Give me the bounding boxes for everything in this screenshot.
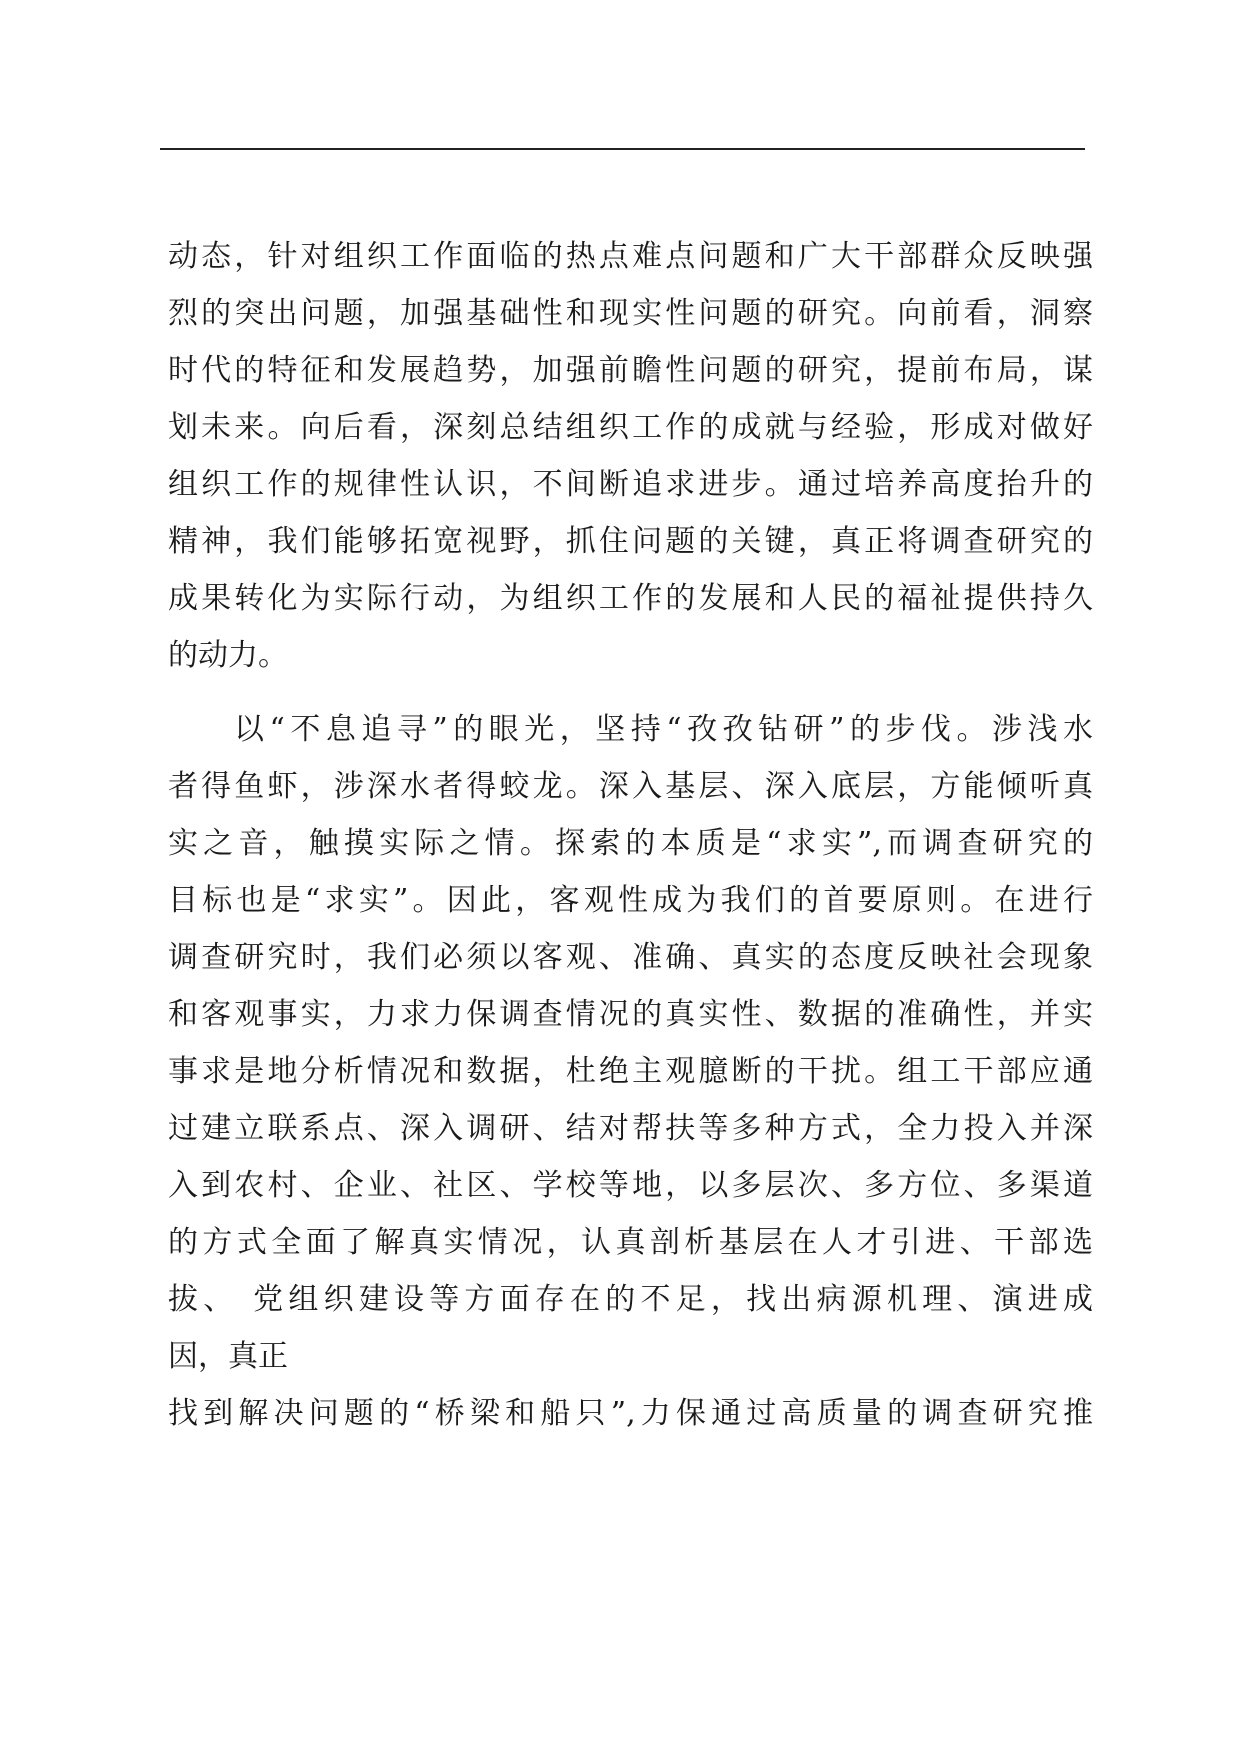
text-line: 组织工作的规律性认识，不间断追求进步。通过培养高度抬升的 <box>168 467 1093 502</box>
text-line: 时代的特征和发展趋势，加强前瞻性问题的研究，提前布局，谋 <box>168 353 1093 388</box>
text-line: 因，真正 <box>168 1339 288 1374</box>
text-line: 拔、 党组织建设等方面存在的不足，找出病源机理、演进成 <box>168 1282 1093 1317</box>
text-line: 成果转化为实际行动，为组织工作的发展和人民的福祉提供持久 <box>168 581 1093 616</box>
text-line: 的动力。 <box>168 638 288 673</box>
text-line: 找到解决问题的“桥梁和船只”,力保通过高质量的调查研究推 <box>168 1396 1093 1431</box>
text-line: 和客观事实，力求力保调查情况的真实性、数据的准确性，并实 <box>168 997 1093 1032</box>
text-line: 划未来。向后看，深刻总结组织工作的成就与经验，形成对做好 <box>168 410 1093 445</box>
text-line: 过建立联系点、深入调研、结对帮扶等多种方式，全力投入并深 <box>168 1111 1093 1146</box>
text-line: 烈的突出问题，加强基础性和现实性问题的研究。向前看，洞察 <box>168 296 1093 331</box>
text-line: 以“不息追寻”的眼光，坚持“孜孜钻研”的步伐。涉浅水 <box>234 712 1093 747</box>
text-line: 入到农村、企业、社区、学校等地，以多层次、多方位、多渠道 <box>168 1168 1093 1203</box>
header-rule <box>160 148 1085 150</box>
text-line: 者得鱼虾，涉深水者得蛟龙。深入基层、深入底层，方能倾听真 <box>168 769 1093 804</box>
text-line: 事求是地分析情况和数据，杜绝主观臆断的干扰。组工干部应通 <box>168 1054 1093 1089</box>
text-line: 的方式全面了解真实情况，认真剖析基层在人才引进、干部选 <box>168 1225 1093 1260</box>
text-line: 精神，我们能够拓宽视野，抓住问题的关键，真正将调查研究的 <box>168 524 1093 559</box>
document-body <box>168 228 1093 1442</box>
text-line: 调查研究时，我们必须以客观、准确、真实的态度反映社会现象 <box>168 940 1093 975</box>
paragraph-1 <box>168 228 1093 684</box>
text-line: 实之音，触摸实际之情。探索的本质是“求实”,而调查研究的 <box>168 826 1093 861</box>
text-line: 目标也是“求实”。因此，客观性成为我们的首要原则。在进行 <box>168 883 1093 918</box>
text-line: 动态，针对组织工作面临的热点难点问题和广大干部群众反映强 <box>168 239 1093 274</box>
paragraph-2 <box>168 701 1093 1442</box>
